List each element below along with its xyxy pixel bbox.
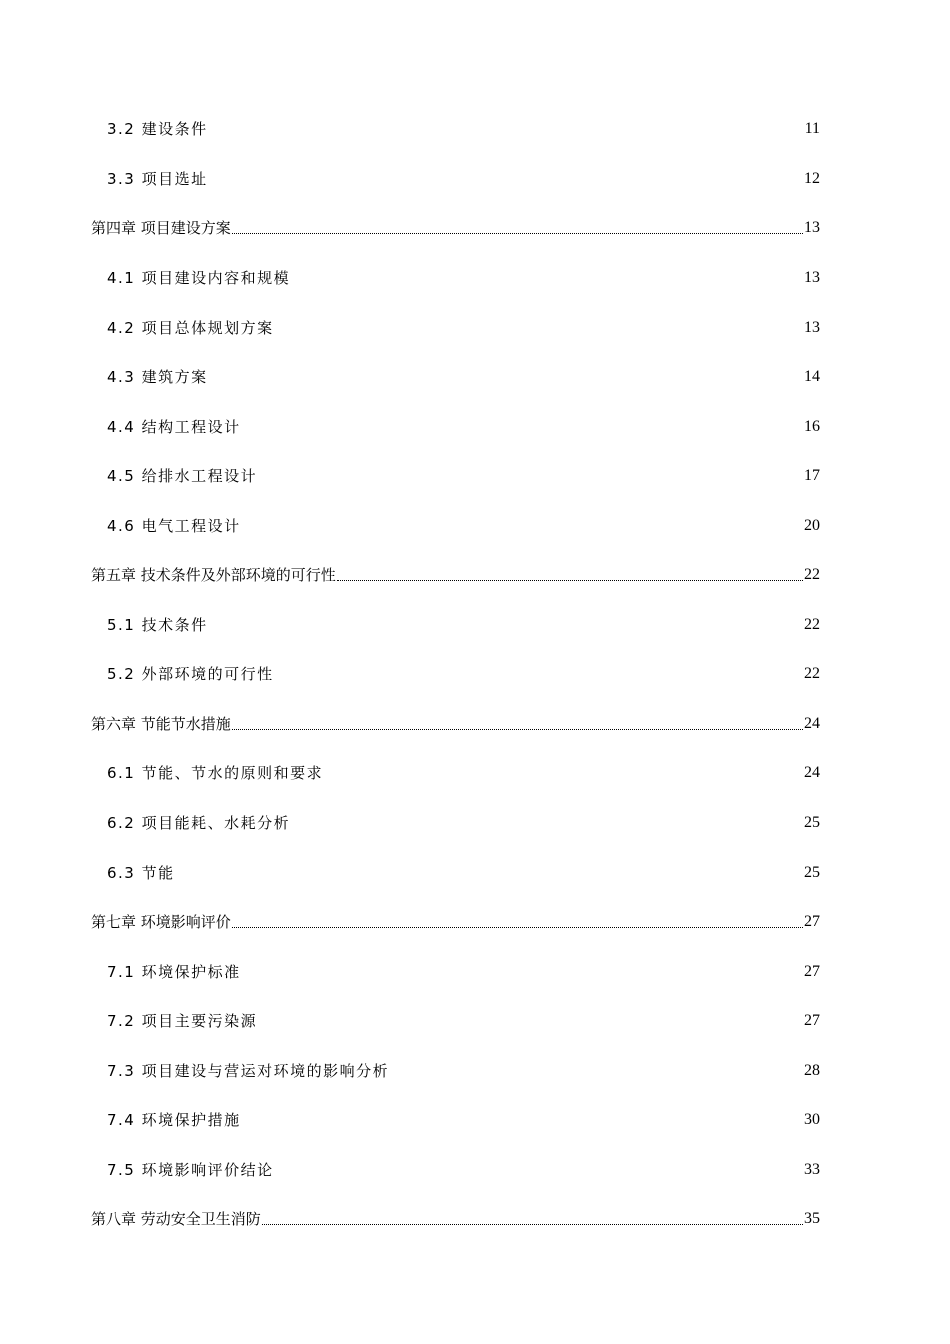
toc-entry-page: 14 — [804, 368, 820, 385]
toc-entry-page: 25 — [804, 864, 820, 881]
toc-entry-title: 7.5 环境影响评价结论 — [107, 1161, 274, 1179]
toc-entry-title: 6.3 节能 — [107, 864, 175, 882]
toc-entry-title: 6.2 项目能耗、水耗分析 — [107, 814, 291, 832]
toc-entry-page: 28 — [804, 1062, 820, 1079]
toc-entry-page: 20 — [804, 517, 820, 534]
toc-entry-page: 16 — [804, 418, 820, 435]
toc-chapter-page: 24 — [804, 715, 820, 732]
toc-entry-page: 27 — [804, 963, 820, 980]
toc-entry-page: 11 — [804, 120, 820, 137]
toc-chapter-7[interactable] — [91, 908, 820, 932]
dot-leader — [337, 580, 803, 581]
toc-entry-title: 7.4 环境保护措施 — [107, 1111, 241, 1129]
toc-entry-6-3[interactable] — [91, 859, 820, 883]
toc-entry-3-2[interactable] — [91, 115, 820, 139]
toc-entry-title: 4.3 建筑方案 — [107, 368, 208, 386]
dot-leader — [262, 1224, 803, 1225]
toc-entry-7-5[interactable] — [91, 1156, 820, 1180]
toc-chapter-page: 22 — [804, 566, 820, 583]
toc-entry-4-5[interactable] — [91, 462, 820, 486]
toc-entry-page: 17 — [804, 467, 820, 484]
toc-chapter-page: 35 — [804, 1210, 820, 1227]
toc-entry-title: 3.2 建设条件 — [107, 120, 208, 138]
toc-entry-4-4[interactable] — [91, 413, 820, 437]
toc-entry-4-1[interactable] — [91, 264, 820, 288]
toc-entry-title: 4.6 电气工程设计 — [107, 517, 241, 535]
dot-leader — [232, 927, 803, 928]
toc-chapter-title: 第六章 节能节水措施 — [91, 715, 231, 733]
toc-entry-title: 5.2 外部环境的可行性 — [107, 665, 274, 683]
toc-entry-page: 12 — [804, 170, 820, 187]
toc-chapter-page: 27 — [804, 913, 820, 930]
toc-entry-page: 33 — [804, 1161, 820, 1178]
toc-entry-title: 7.2 项目主要污染源 — [107, 1012, 258, 1030]
toc-chapter-title: 第七章 环境影响评价 — [91, 913, 231, 931]
toc-entry-page: 22 — [804, 665, 820, 682]
toc-chapter-title: 第四章 项目建设方案 — [91, 219, 231, 237]
toc-entry-4-2[interactable] — [91, 314, 820, 338]
toc-entry-title: 7.3 项目建设与营运对环境的影响分析 — [107, 1062, 390, 1080]
toc-entry-7-3[interactable] — [91, 1057, 820, 1081]
toc-entry-title: 7.1 环境保护标准 — [107, 963, 241, 981]
toc-entry-title: 3.3 项目选址 — [107, 170, 208, 188]
toc-entry-title: 4.5 给排水工程设计 — [107, 467, 258, 485]
toc-entry-title: 5.1 技术条件 — [107, 616, 208, 634]
toc-entry-page: 13 — [804, 269, 820, 286]
toc-entry-title: 4.4 结构工程设计 — [107, 418, 241, 436]
toc-chapter-title: 第五章 技术条件及外部环境的可行性 — [91, 566, 336, 584]
dot-leader — [232, 233, 803, 234]
toc-entry-5-1[interactable] — [91, 611, 820, 635]
toc-entry-7-4[interactable] — [91, 1106, 820, 1130]
toc-entry-title: 4.2 项目总体规划方案 — [107, 319, 274, 337]
toc-entry-page: 25 — [804, 814, 820, 831]
toc-chapter-4[interactable] — [91, 214, 820, 238]
toc-entry-page: 30 — [804, 1111, 820, 1128]
toc-entry-title: 6.1 节能、节水的原则和要求 — [107, 764, 324, 782]
toc-entry-3-3[interactable] — [91, 165, 820, 189]
toc-entry-4-3[interactable] — [91, 363, 820, 387]
toc-chapter-page: 13 — [804, 219, 820, 236]
toc-entry-title: 4.1 项目建设内容和规模 — [107, 269, 291, 287]
toc-entry-4-6[interactable] — [91, 512, 820, 536]
toc-entry-page: 13 — [804, 319, 820, 336]
toc-entry-7-1[interactable] — [91, 958, 820, 982]
toc-entry-5-2[interactable] — [91, 660, 820, 684]
toc-entry-6-2[interactable] — [91, 809, 820, 833]
toc-entry-page: 27 — [804, 1012, 820, 1029]
toc-chapter-6[interactable] — [91, 710, 820, 734]
toc-entry-6-1[interactable] — [91, 759, 820, 783]
dot-leader — [232, 729, 803, 730]
toc-entry-7-2[interactable] — [91, 1007, 820, 1031]
toc-chapter-8[interactable] — [91, 1205, 820, 1229]
toc-entry-page: 22 — [804, 616, 820, 633]
toc-chapter-title: 第八章 劳动安全卫生消防 — [91, 1210, 261, 1228]
toc-chapter-5[interactable] — [91, 561, 820, 585]
toc-entry-page: 24 — [804, 764, 820, 781]
